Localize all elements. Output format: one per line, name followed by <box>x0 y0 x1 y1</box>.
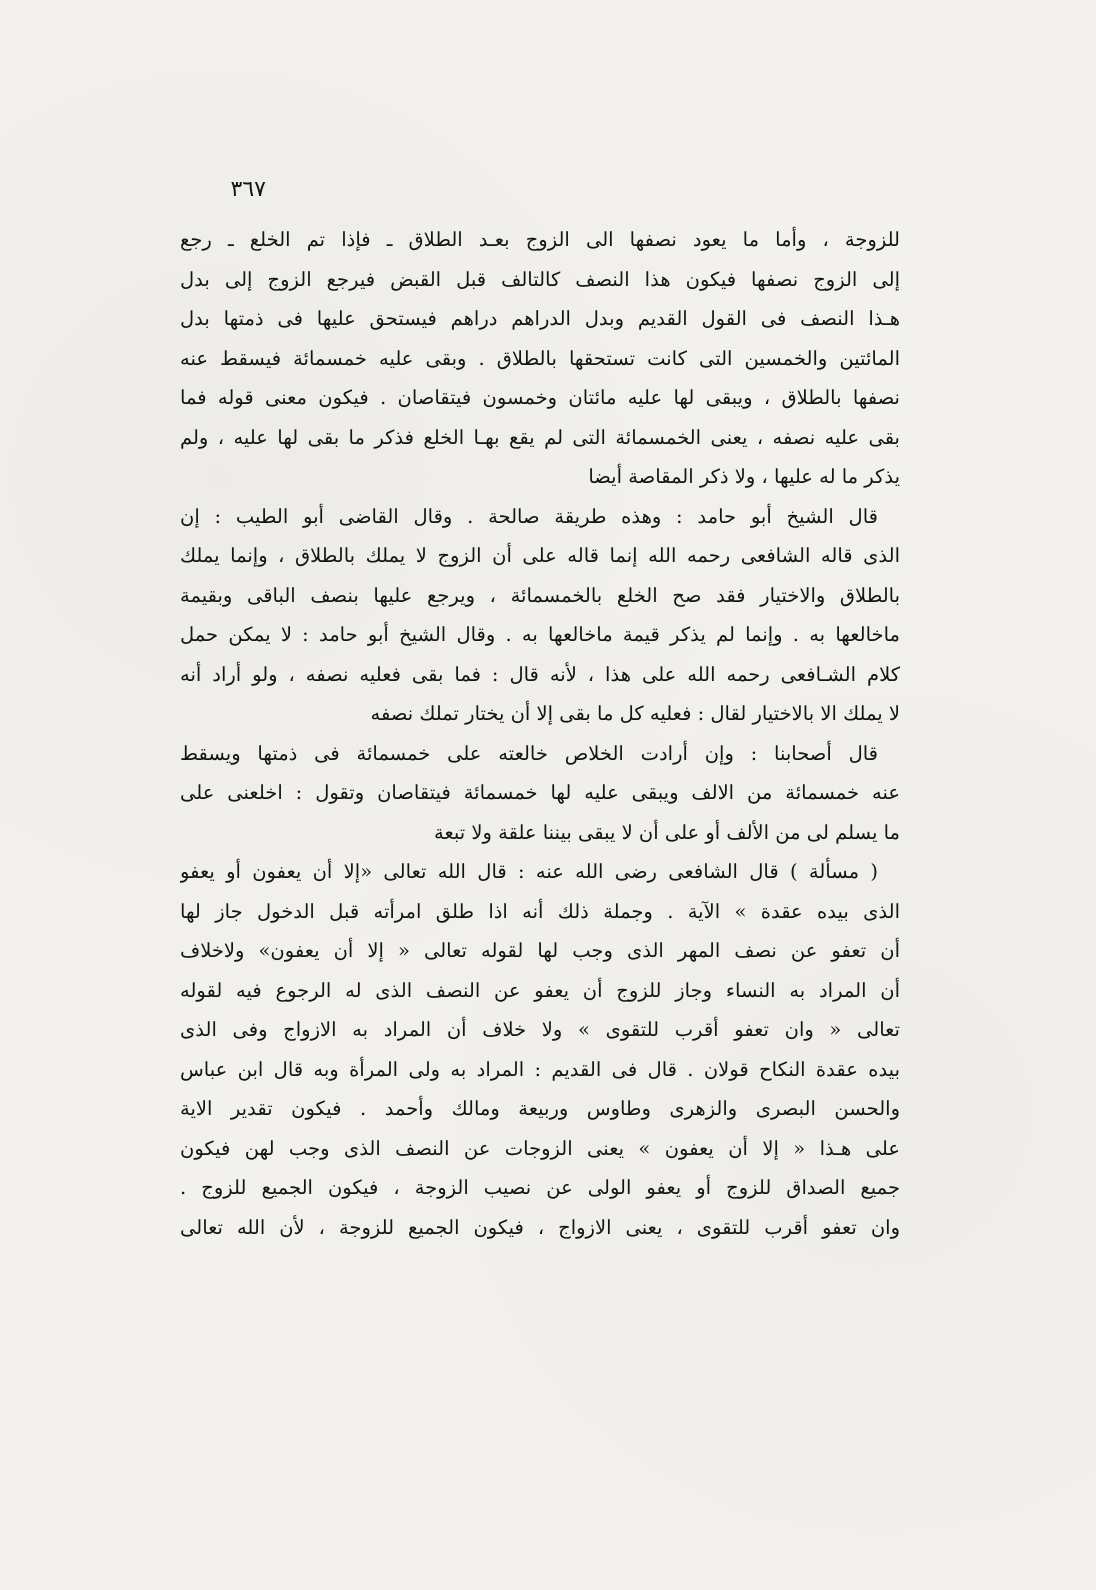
text-line: عنه خمسمائة من الالف ويبقى عليه لها خمسمائة فيتقاصان وتقول : اخلعنى على <box>180 781 900 804</box>
text-line: ماخالعها به . وإنما لم يذكر قيمة ماخالعها به . وقال الشيخ أبو حامد : لا يمكن حمل <box>180 623 900 646</box>
text-line: قال الشيخ أبو حامد : وهذه طريقة صالحة . وقال القاضى أبو الطيب : إن <box>180 504 878 528</box>
text-line: الذى بيده عقدة » الآية . وجملة ذلك أنه اذا طلق امرأته قبل الدخول جاز لها <box>180 899 900 923</box>
text-line: بقى عليه نصفه ، يعنى الخمسمائة التى لم يقع بهـا الخلع فذكر ما بقى لها عليه ، ولم <box>180 425 900 449</box>
text-line: أن المراد به النساء وجاز للزوج أن يعفو عن النصف الذى له الرجوع فيه لقوله <box>180 978 900 1002</box>
text-line: هـذا النصف فى القول القديم وبدل الدراهم دراهم فيستحق عليها فى ذمتها بدل <box>180 307 900 330</box>
text-line: قال أصحابنا : وإن أرادت الخلاص خالعته على خمسمائة فى ذمتها ويسقط <box>180 741 878 765</box>
text-line: تعالى « وان تعفو أقرب للتقوى » ولا خلاف أن المراد به الازواج وفى الذى <box>180 1018 900 1041</box>
text-line: إلى الزوج نصفها فيكون هذا النصف كالتالف قبل القبض فيرجع الزوج إلى بدل <box>180 267 900 291</box>
text-line: يذكر ما له عليها ، ولا ذكر المقاصة أيضا <box>588 465 900 488</box>
page-number: ٣٦٧ <box>230 177 266 202</box>
text-line: لا يملك الا بالاختيار لقال : فعليه كل ما بقى إلا أن يختار تملك نصفه <box>370 702 900 725</box>
text-line: للزوجة ، وأما ما يعود نصفها الى الزوج بعـد الطلاق ـ فإذا تم الخلع ـ رجع <box>180 228 900 251</box>
text-line: نصفها بالطلاق ، ويبقى لها عليه مائتان وخمسون فيتقاصان . فيكون معنى قوله فما <box>180 386 900 409</box>
text-line: بالطلاق والاختيار فقد صح الخلع بالخمسمائة ، ويرجع عليها بنصف الباقى وبقيمة <box>180 583 900 607</box>
text-line: ما يسلم لى من الألف أو على أن لا يبقى بيننا علقة ولا تبعة <box>434 820 900 844</box>
text-line: ( مسألة ) قال الشافعى رضى الله عنه : قال الله تعالى «إلا أن يعفون أو يعفو <box>180 860 878 883</box>
text-line: بيده عقدة النكاح قولان . قال فى القديم : المراد به ولى المرأة وبه قال ابن عباس <box>180 1057 900 1081</box>
text-line: على هـذا « إلا أن يعفون » يعنى الزوجات عن النصف الذى وجب لهن فيكون <box>180 1136 900 1160</box>
text-line: الذى قاله الشافعى رحمه الله إنما قاله على أن الزوج لا يملك بالطلاق ، وإنما يملك <box>180 544 900 567</box>
text-line: جميع الصداق للزوج أو يعفو الولى عن نصيب الزوجة ، فيكون الجميع للزوج . <box>180 1176 900 1199</box>
text-line: أن تعفو عن نصف المهر الذى وجب لها لقوله تعالى « إلا أن يعفون» ولاخلاف <box>180 939 900 962</box>
text-line: المائتين والخمسين التى كانت تستحقها بالطلاق . وبقى عليه خمسمائة فيسقط عنه <box>180 346 900 370</box>
text-line: كلام الشـافعى رحمه الله على هذا ، لأنه قال : فما بقى فعليه نصفه ، ولو أراد أنه <box>180 662 900 686</box>
body-text <box>180 220 900 1247</box>
text-line: وان تعفو أقرب للتقوى ، يعنى الازواج ، فيكون الجميع للزوجة ، لأن الله تعالى <box>180 1215 900 1239</box>
text-line: والحسن البصرى والزهرى وطاوس وربيعة ومالك وأحمد . فيكون تقدير الاية <box>180 1097 900 1120</box>
